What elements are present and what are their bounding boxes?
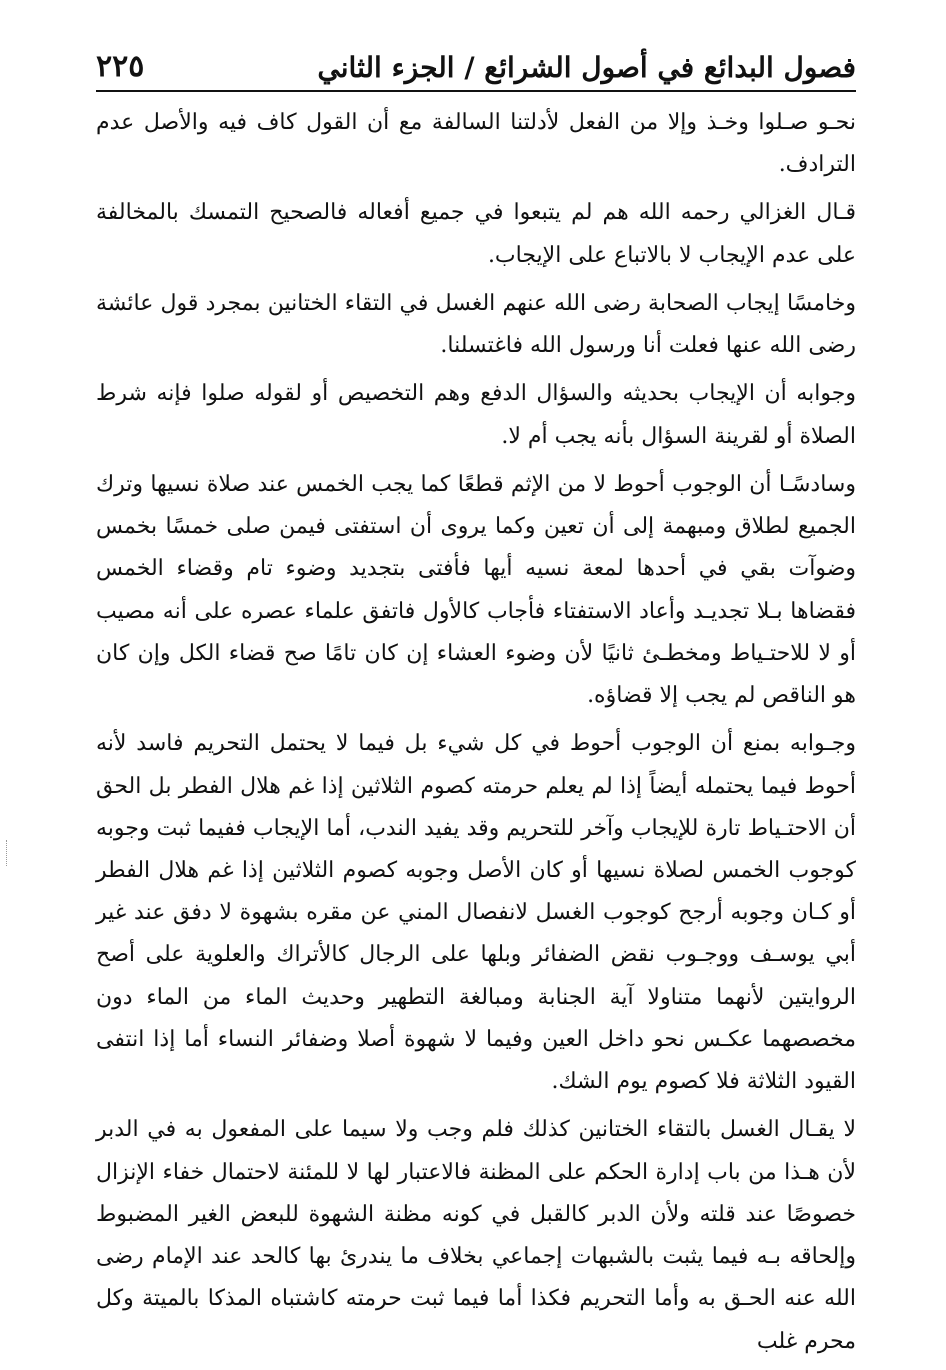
- paragraph-3: وخامسًا إيجاب الصحابة رضى الله عنهم الغسل في التقاء الختانين بمجرد قول عائشة رضى الله عنها فعلت أنا ورسول الله فاغتسلنا.: [96, 290, 856, 359]
- scan-margin-mark: [6, 840, 11, 866]
- page-header: [96, 34, 856, 92]
- paragraph-5: وسادسًـا أن الوجوب أحوط لا من الإثم قطعًا كما يجب الخمس عند صلاة نسيها وترك الجميع لطلاق ومبهمة إلى أن تعين وكما يروى أن استفتى فيمن صلى خمسًا بخمس وضوآت بقي في أحدها لمعة نسيه أيها فأفتى بتجديد وضوء تام وقضاء الخمس فقضاها بـلا تجديـد وأعاد الاستفتاء فأجاب كالأول فاتفق علماء عصره على أنه مصيب أو لا للاحتـياط ومخطـئ ثانيًا لأن وضوء العشاء إن كان تامًا صح قضاء الكل وإن كان هو الناقص لم يجب إلا قضاؤه.: [96, 471, 856, 709]
- page-number: ٢٢٥: [96, 49, 145, 84]
- paragraph-1: نحـو صـلوا وخـذ وإلا من الفعل لأدلتنا السالفة مع أن القول كاف فيه والأصل عدم الترادف.: [96, 110, 856, 178]
- paragraph-7: لا يقـال الغسل بالتقاء الختانين كذلك فلم وجب ولا سيما على المفعول به في الدبر لأن هـذا من باب إدارة الحكم على المظنة فالاعتبار لها لا للمئنة لاحتمال خفاء الإنزال خصوصًا عند قلته ولأن الدبر كالقبل في كونه مظنة الشهوة للبعض الغير المضبوط وإلحاقه بـه فيما يثبت بالشبهات إجماعي بخلاف ما يندرئ بها كالحد عند الإمام رضى الله عنه الحـق به وأما التحريم فكذا أما فيما ثبت حرمته كاشتباه المذكا بالميتة وكل محرم غلب: [96, 1117, 857, 1354]
- page-body: [96, 92, 856, 1363]
- running-title: فصول البدائع في أصول الشرائع / الجزء الثاني: [317, 51, 856, 84]
- paragraph-4: وجوابه أن الإيجاب بحديثه والسؤال الدفع وهم التخصيص أو لقوله صلوا فإنه شرط الصلاة أو لقرينة السؤال بأنه يجب أم لا.: [96, 381, 856, 449]
- paragraph-6: وجـوابه بمنع أن الوجوب أحوط في كل شيء بل فيما لا يحتمل التحريم فاسد لأنه أحوط فيما يحتمله أيضاً إذا لم يعلم حرمته كصوم الثلاثين إذا غم هلال الفطر بل الحق أن الاحتـياط تارة للإيجاب وآخر للتحريم وقد يفيد الندب، أما الإيجاب ففيما ثبت وجوبه كوجوب الخمس لصلاة نسيها أو كان الأصل وجوبه كصوم الثلاثين إذا غم هلال الفطر أو كـان وجوبه أرجح كوجوب الغسل لانفصال المني عن مقره بشهوة لا دفق عند غير أبي يوسـف ووجـوب نقض الضفائر وبلها على الرجال كالأتراك والعلوية على أصح الروايتين لأنهما متناولا آية الجنابة ومبالغة التطهير وحديث الماء من الماء دون مخصصهما عكـس نحو داخل العين وفيما لا شهوة أصلا وضفائر النساء أما إذا انتفى القيود الثلاثة فلا كصوم يوم الشك.: [96, 731, 856, 1095]
- paragraph-2: قـال الغزالي رحمه الله هم لم يتبعوا في جميع أفعاله فالصحيح التمسك بالمخالفة على عدم الإيجاب لا بالاتباع على الإيجاب.: [96, 200, 856, 268]
